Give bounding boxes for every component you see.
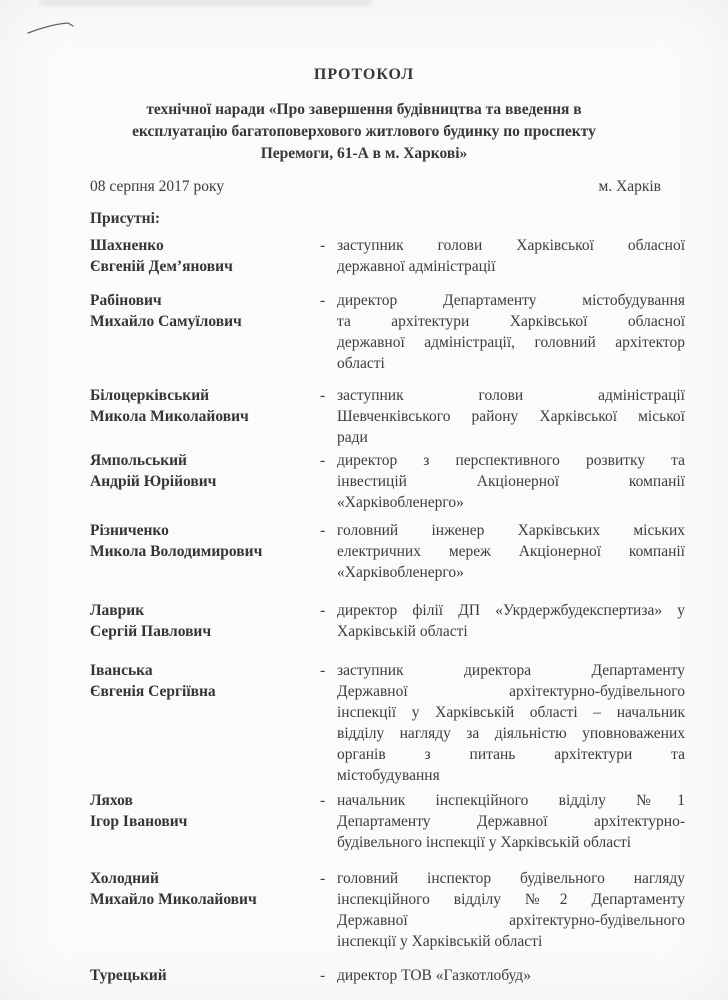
position-line: будівельного інспекції у Харківській області xyxy=(337,834,632,851)
attendee-surname: Ямпольський xyxy=(90,452,187,469)
dash-separator: - xyxy=(320,602,326,619)
dash-separator: - xyxy=(320,387,326,404)
attendee-name xyxy=(90,600,320,642)
attendee-given-names: Микола Володимирович xyxy=(90,543,263,560)
attendee-name xyxy=(90,790,320,832)
attendee-row xyxy=(90,235,685,277)
position-line: директор філії ДП «Укрдержбудекспертиза» у xyxy=(337,602,685,619)
document-place: м. Харків xyxy=(598,178,661,195)
attendee-given-names: Ігор Іванович xyxy=(90,813,188,830)
position-line: інвестицій Акціонерної компанії xyxy=(337,473,685,490)
attendee-row xyxy=(90,790,685,853)
position-line: головний інспектор будівельного нагляду xyxy=(337,870,685,887)
attendee-name xyxy=(90,290,320,332)
attendee-row xyxy=(90,450,685,513)
position-line: державної адміністрації, головний архітектор xyxy=(337,334,685,351)
attendee-name xyxy=(90,965,320,986)
attendee-surname: Шахненко xyxy=(90,237,164,254)
position-line: ради xyxy=(337,429,368,446)
attendee-name xyxy=(90,520,320,562)
attendee-row xyxy=(90,290,685,374)
dash-separator: - xyxy=(320,662,326,679)
position-line: інспекції у Харківській області – начальник xyxy=(337,704,685,721)
attendee-row xyxy=(90,965,685,986)
attendee-surname: Турецький xyxy=(90,967,167,984)
attendee-surname: Лаврик xyxy=(90,602,145,619)
pen-scribble-icon xyxy=(0,0,110,60)
attendee-surname: Іванська xyxy=(90,662,153,679)
attendee-surname: Холодний xyxy=(90,870,159,887)
attendee-given-names: Микола Миколайович xyxy=(90,408,249,425)
attendees-list xyxy=(0,235,728,986)
date-place-row xyxy=(0,176,728,197)
position-line: директор Департаменту містобудування xyxy=(337,292,685,309)
attendee-surname: Різниченко xyxy=(90,522,169,539)
attendee-surname: Рабінович xyxy=(90,292,162,309)
attendee-name xyxy=(90,450,320,492)
attendee-position xyxy=(337,868,685,952)
dash-separator: - xyxy=(320,522,326,539)
attendee-row xyxy=(90,868,685,952)
position-line: інспекційного відділу №2 Департаменту xyxy=(337,891,685,908)
attendee-position xyxy=(337,965,685,986)
position-line: «Харківобленерго» xyxy=(337,564,464,581)
dash-separator: - xyxy=(320,452,326,469)
dash-separator: - xyxy=(320,792,326,809)
attendee-given-names: Євгенія Сергіївна xyxy=(90,683,216,700)
attendee-row xyxy=(90,660,685,786)
position-line: заступник голови Харківської обласної xyxy=(337,237,685,254)
attendee-position xyxy=(337,600,685,642)
attendee-given-names: Євгеній Дем’янович xyxy=(90,258,233,275)
attendee-name xyxy=(90,660,320,702)
attendee-position xyxy=(337,235,685,277)
position-line: Державної архітектурно-будівельного xyxy=(337,912,685,929)
attendee-position xyxy=(337,385,685,448)
attendee-position xyxy=(337,290,685,374)
document-date: 08 серпня 2017 року xyxy=(90,178,225,195)
document-subtitle-line: технічної наради «Про завершення будівництва та введення в xyxy=(146,101,582,118)
document-subtitle-line: Перемоги, 61-А в м. Харкові» xyxy=(260,145,468,162)
position-line: державної адміністрації xyxy=(337,258,496,275)
attendee-row xyxy=(90,600,685,642)
position-line: містобудування xyxy=(337,767,440,784)
attendees-label: Присутні: xyxy=(90,210,161,227)
attendee-given-names: Андрій Юрійович xyxy=(90,473,217,490)
attendee-surname: Білоцерківський xyxy=(90,387,210,404)
position-line: відділу нагляду за діяльністю уповноважених xyxy=(337,725,685,742)
attendee-name xyxy=(90,385,320,427)
position-line: директор ТОВ «Газкотлобуд» xyxy=(337,967,531,984)
document-title: ПРОТОКОЛ xyxy=(313,66,415,83)
position-line: головний інженер Харківських міських xyxy=(337,522,685,539)
position-line: інспекції у Харківській області xyxy=(337,933,543,950)
dash-separator: - xyxy=(320,237,326,254)
position-line: заступник директора Департаменту xyxy=(337,662,685,679)
dash-separator: - xyxy=(320,292,326,309)
attendee-position xyxy=(337,790,685,853)
dash-separator: - xyxy=(320,967,326,984)
attendee-name xyxy=(90,235,320,277)
document-subtitle-line: експлуатацію багатоповерхового житлового будинку по проспекту xyxy=(132,123,596,140)
attendee-position xyxy=(337,450,685,513)
dash-separator: - xyxy=(320,870,326,887)
position-line: області xyxy=(337,355,385,372)
attendee-row xyxy=(90,385,685,448)
position-line: Державної архітектурно-будівельного xyxy=(337,683,685,700)
position-line: Департаменту Державної архітектурно- xyxy=(337,813,685,830)
attendee-given-names: Сергій Павлович xyxy=(90,623,212,640)
position-line: органів з питань архітектури та xyxy=(337,746,685,763)
position-line: директор з перспективного розвитку та xyxy=(337,452,685,469)
attendee-position xyxy=(337,660,685,786)
position-line: електричних мереж Акціонерної компанії xyxy=(337,543,685,560)
document-subtitle xyxy=(0,99,728,165)
attendee-given-names: Михайло Миколайович xyxy=(90,891,257,908)
attendee-position xyxy=(337,520,685,583)
attendee-row xyxy=(90,520,685,583)
position-line: заступник голови адміністрації xyxy=(337,387,685,404)
attendee-surname: Ляхов xyxy=(90,792,133,809)
position-line: Харківській області xyxy=(337,623,468,640)
position-line: та архітектури Харківської обласної xyxy=(337,313,685,330)
position-line: «Харківобленерго» xyxy=(337,494,464,511)
position-line: начальник інспекційного відділу №1 xyxy=(337,792,685,809)
position-line: Шевченківського району Харківської міської xyxy=(337,408,685,425)
attendee-given-names: Михайло Самуїлович xyxy=(90,313,242,330)
attendee-name xyxy=(90,868,320,910)
